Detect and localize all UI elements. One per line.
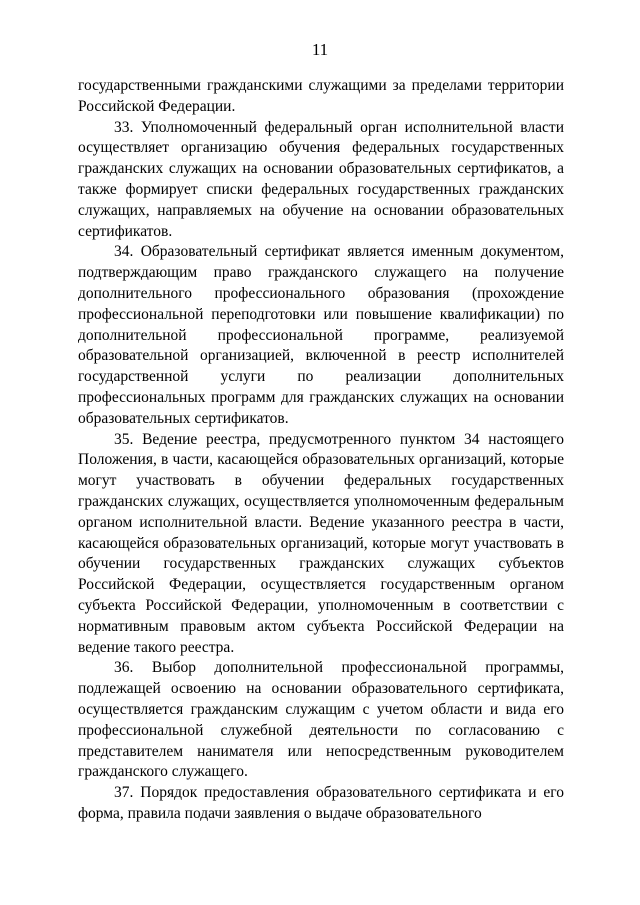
paragraph-37: 37. Порядок предоставления образовательного сертификата и его форма, правила подачи заявления о выдаче образовательного	[78, 784, 564, 822]
paragraph-35: 35. Ведение реестра, предусмотренного пунктом 34 настоящего Положения, в части, касающейся образовательных организаций, которые могут участвовать в обучении федеральных государственных гражданских служащих, осуществляется уполномоченным федеральным органом исполнительной власти. Ведение указанного реестра в части, касающейся образовательных организаций, которые могут участвовать в обучении государственных гражданских служащих субъектов Российской Федерации, осуществляется государственным органом субъекта Российской Федерации, уполномоченным в соответствии с нормативным правовым актом субъекта Российской Федерации на ведение такого реестра.	[78, 430, 564, 656]
paragraph-34: 34. Образовательный сертификат является именным документом, подтверждающим право гражданского служащего на получение дополнительного профессионального образования (прохождение профессиональной переподготовки или повышение квалификации) по дополнительной профессиональной программе, реализуемой образовательной организацией, включенной в реестр исполнителей государственной услуги по реализации дополнительных профессиональных программ для гражданских служащих на основании образовательных сертификатов.	[78, 243, 564, 427]
paragraph-continuation: государственными гражданскими служащими за пределами территории Российской Федерации.	[78, 77, 564, 115]
paragraph-33: 33. Уполномоченный федеральный орган исполнительной власти осуществляет организацию обучения федеральных государственных гражданских служащих на основании образовательных сертификатов, а также формирует списки федеральных государственных гражданских служащих, направляемых на обучение на основании образовательных сертификатов.	[78, 118, 564, 240]
paragraph-36: 36. Выбор дополнительной профессиональной программы, подлежащей освоению на основании образовательного сертификата, осуществляется гражданским служащим с учетом области и вида его профессиональной служебной деятельности по согласованию с представителем нанимателя или непосредственным руководителем гражданского служащего.	[78, 659, 564, 781]
document-body	[78, 76, 564, 825]
page-number: 11	[311, 40, 329, 59]
